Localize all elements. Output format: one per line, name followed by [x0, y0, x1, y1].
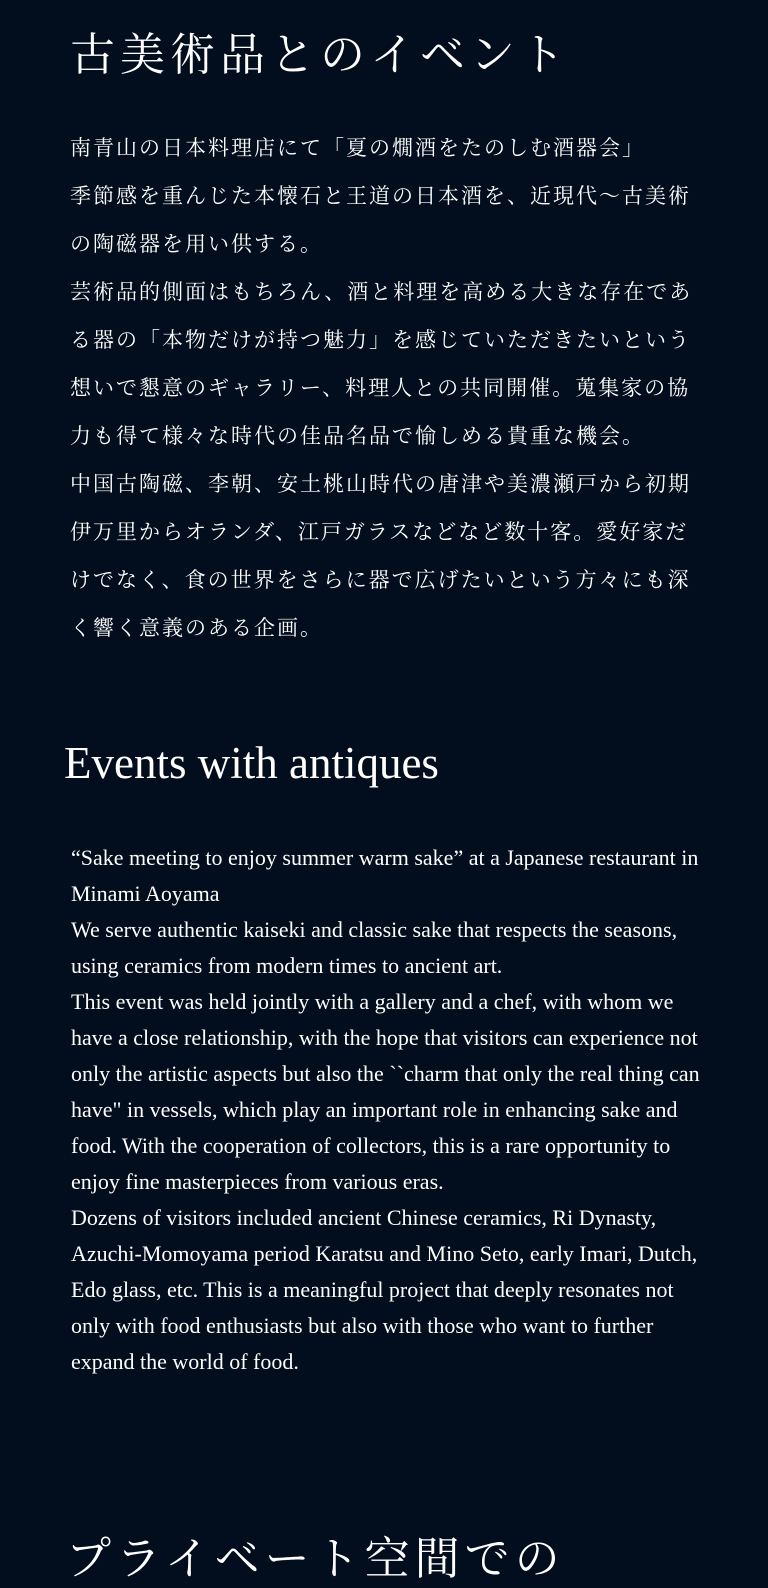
jp-section-title: 古美術品とのイベント: [70, 28, 571, 81]
en-paragraph: Dozens of visitors included ancient Chinese ceramics, Ri Dynasty, Azuchi-Momoyama period Karatsu and Mino Seto, early Imari, Dutch, Edo glass, etc. This is a meaningful project that deeply resonates not only with food enthusiasts but also with those who want to further expand the world of food.: [71, 1205, 698, 1374]
en-section-title: Events with antiques: [64, 738, 439, 788]
en-paragraph: “Sake meeting to enjoy summer warm sake” at a Japanese restaurant in Minami Aoyama: [71, 845, 699, 906]
jp-paragraph: 芸術品的側面はもちろん、酒と料理を高める大きな存在である器の「本物だけが持つ魅力」を感じていただきたいという想いで懇意のギャラリー、料理人との共同開催。蒐集家の協力も得て様々な時代の佳品名品で愉しめる貴重な機会。: [70, 280, 693, 448]
jp-paragraph: 季節感を重んじた本懐石と王道の日本酒を、近現代〜古美術の陶磁器を用い供する。: [70, 184, 691, 256]
en-paragraph: This event was held jointly with a gallery and a chef, with whom we have a close relationship, with the hope that visitors can experience not only the artistic aspects but also the ``charm that only the real thing can have" in vessels, which play an important role in enhancing sake and food. With the cooperation of collectors, this is a rare opportunity to enjoy fine masterpieces from various eras.: [71, 989, 700, 1194]
jp-paragraph: 南青山の日本料理店にて「夏の燗酒をたのしむ酒器会」: [70, 136, 645, 160]
jp-paragraph: 中国古陶磁、李朝、安土桃山時代の唐津や美濃瀬戸から初期伊万里からオランダ、江戸ガラスなどなど数十客。愛好家だけでなく、食の世界をさらに器で広げたいという方々にも深く響く意義のある企画。: [70, 472, 691, 640]
next-section-title: プライベート空間での: [66, 1532, 565, 1585]
en-paragraph: We serve authentic kaiseki and classic sake that respects the seasons, using ceramics from modern times to ancient art.: [71, 917, 678, 978]
en-section-body: [71, 840, 711, 1380]
jp-section-body: [70, 124, 700, 652]
